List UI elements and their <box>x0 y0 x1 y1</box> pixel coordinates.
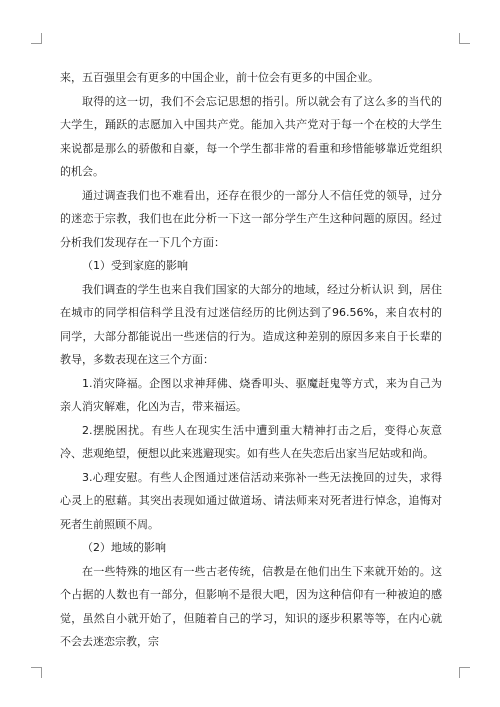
paragraph-continued: 来，五百强里会有更多的中国企业，前十位会有更多的中国企业。 <box>60 71 379 84</box>
section-heading-region: （2）地域的影响 <box>82 541 166 554</box>
section-heading-family: （1）受到家庭的影响 <box>82 259 188 272</box>
paragraph-guidance: 取得的这一切，我们不会忘记思想的指引。所以就会有了这么多的当代的大学生，踊跃的志愿加入中国共产党。能加入共产党对于每一个在校的大学生来说都是那么的骄傲和自豪，每一个学生都非常的看重和珍惜能够靠近党组织的机会。 <box>60 94 442 178</box>
paragraph-region-analysis: 在一些特殊的地区有一些古老传统，信教是在他们出生下来就开始的。这个占据的人数也有一部分，但影响不是很大吧，因为这种信仰有一种被迫的感觉，虽然自小就开始了，但随着自己的学习，知识的逐步积累等等，在内心就不会去迷恋宗教，宗 <box>60 564 442 648</box>
list-item-2: 2.摆脱困扰。有些人在现实生活中遭到重大精神打击之后，变得心灰意冷、悲观绝望，便想以此来逃避现实。如有些人在失恋后出家当尼姑或和尚。 <box>60 423 442 460</box>
crop-mark-bottom-left <box>31 667 42 678</box>
crop-mark-top-left <box>31 33 42 44</box>
crop-mark-top-right <box>459 33 470 44</box>
list-item-3: 3.心理安慰。有些人企图通过迷信活动来弥补一些无法挽回的过失，求得心灵上的慰藉。其突出表现如通过做道场、请法师来对死者进行悼念，追悔对死者生前照顾不周。 <box>60 470 442 531</box>
document-body <box>60 66 442 654</box>
crop-mark-bottom-right <box>459 667 470 678</box>
list-item-1: 1.消灾降福。企图以求神拜佛、烧香叩头、驱魔赶鬼等方式，来为自己为亲人消灾解难，化凶为吉，带来福运。 <box>60 376 442 413</box>
paragraph-survey-findings: 通过调查我们也不难看出，还存在很少的一部分人不信任党的领导，过分的迷恋于宗教，我们也在此分析一下这一部分学生产生这种问题的原因。经过分析我们发现存在一下几个方面： <box>60 188 442 249</box>
paragraph-family-analysis: 我们调查的学生也来自我们国家的大部分的地域，经过分析认识 到，居住在城市的同学相信科学且没有过迷信经历的比例达到了96.56%，来自农村的同学，大部分都能说出一些迷信的行为。造成这种差别的原因多来自于长辈的教导，多数表现在这三个方面： <box>60 282 442 366</box>
